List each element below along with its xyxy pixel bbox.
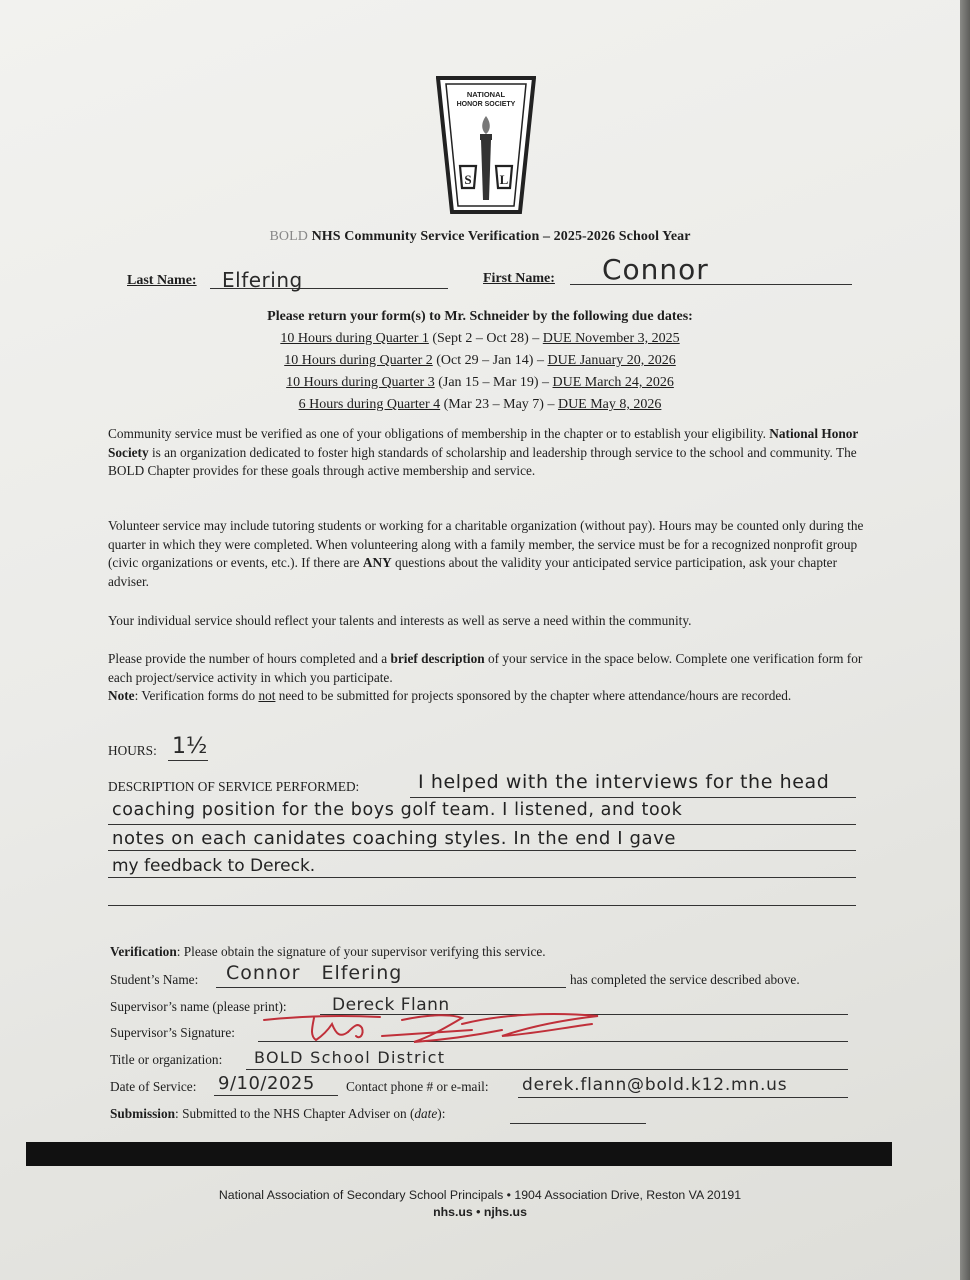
title-org-label: Title or organization: <box>110 1052 223 1067</box>
last-name-field[interactable]: Elfering <box>222 268 303 292</box>
submission-date-line[interactable] <box>510 1123 646 1124</box>
student-name-line <box>216 987 566 988</box>
verification-instructions: Verification: Please obtain the signature of your supervisor verifying this service. <box>110 944 546 959</box>
paragraph-obligations: Community service must be verified as one of your obligations of membership in the chapter or to establish your eligibility. National Honor Society is an organization dedicated to foster high standards of scholarship and leadership through service to the school and community. The BOLD Chapter provides for these goals through active membership and service. <box>108 426 859 478</box>
due-date-q3: 10 Hours during Quarter 3 (Jan 15 – Mar 19) – DUE March 24, 2026 <box>286 375 674 390</box>
first-name-label: First Name: <box>483 271 555 286</box>
nhs-keystone-logo <box>436 76 536 216</box>
description-label: DESCRIPTION OF SERVICE PERFORMED: <box>108 779 360 794</box>
description-line-1 <box>410 797 856 798</box>
title-org-field[interactable]: BOLD School District <box>254 1048 446 1067</box>
title-prefix: BOLD <box>269 229 308 244</box>
hours-label: HOURS: <box>108 743 157 758</box>
paragraph-talents: Your individual service should reflect your talents and interests as well as serve a need within the community. <box>108 613 692 628</box>
footer-websites: nhs.us • njhs.us <box>433 1205 527 1219</box>
background-edge <box>960 0 970 1280</box>
first-name-field[interactable]: Connor <box>602 253 709 286</box>
submission-instructions: Submission: Submitted to the NHS Chapter Adviser on (date): <box>110 1106 446 1121</box>
contact-label: Contact phone # or e-mail: <box>346 1079 489 1094</box>
hours-field[interactable]: 1½ <box>172 734 208 759</box>
contact-field[interactable]: derek.flann@bold.k12.mn.us <box>522 1075 788 1095</box>
contact-line <box>518 1097 848 1098</box>
due-date-q4: 6 Hours during Quarter 4 (Mar 23 – May 7) – DUE May 8, 2026 <box>298 397 662 412</box>
paragraph-instructions: Please provide the number of hours completed and a brief description of your service in the space below. Complete one verification form for each project/service activity in which you participate. Note: Verification forms do not need to be submitted for projects sponsored by the chapter where attendance/hours are recorded. <box>108 651 863 703</box>
description-line-4 <box>108 877 856 878</box>
date-of-service-label: Date of Service: <box>110 1079 197 1094</box>
logo-text-bottom: HONOR SOCIETY <box>456 101 516 108</box>
date-of-service-line <box>214 1095 338 1096</box>
supervisor-name-field[interactable]: Dereck Flann <box>332 995 450 1015</box>
title-org-line <box>246 1069 848 1070</box>
description-line-3 <box>108 850 856 851</box>
footer-address: National Association of Secondary School Principals • 1904 Association Drive, Reston VA 20191 <box>218 1188 742 1202</box>
completed-statement: has completed the service described above. <box>570 972 800 987</box>
title-rest: NHS Community Service Verification – 2025-2026 School Year <box>307 229 691 244</box>
divider-bar <box>26 1142 892 1166</box>
hours-line <box>168 760 208 761</box>
description-text-3[interactable]: notes on each canidates coaching styles. In the end I gave <box>112 828 677 849</box>
paragraph-volunteer: Volunteer service may include tutoring students or working for a charitable organization (without pay). Hours may be counted only during the quarter in which they were completed. When volunteering along with a family member, the service must be for a recognized nonprofit group (civic organizations or events, etc.). If there are ANY questions about the validity your anticipated service participation, ask your chapter adviser. <box>108 518 864 589</box>
supervisor-signature-drawing[interactable] <box>262 1006 602 1048</box>
due-dates-header: Please return your form(s) to Mr. Schneider by the following due dates: <box>267 309 693 324</box>
due-date-q1: 10 Hours during Quarter 1 (Sept 2 – Oct 28) – DUE November 3, 2025 <box>280 331 680 346</box>
description-text-2[interactable]: coaching position for the boys golf team. I listened, and took <box>112 800 683 820</box>
logo-letter-left: S <box>464 172 472 187</box>
form-title <box>0 229 960 245</box>
student-name-field[interactable]: Connor Elfering <box>226 962 403 984</box>
logo-text-top: NATIONAL <box>466 90 506 99</box>
description-text-4[interactable]: my feedback to Dereck. <box>112 856 316 876</box>
last-name-label: Last Name: <box>127 273 197 288</box>
due-date-q2: 10 Hours during Quarter 2 (Oct 29 – Jan 14) – DUE January 20, 2026 <box>284 353 676 368</box>
logo-letter-right: L <box>499 172 509 187</box>
description-line-2 <box>108 824 856 825</box>
supervisor-name-label: Supervisor’s name (please print): <box>110 999 287 1014</box>
description-text-1[interactable]: I helped with the interviews for the head <box>418 771 830 793</box>
supervisor-signature-label: Supervisor’s Signature: <box>110 1025 235 1040</box>
date-of-service-field[interactable]: 9/10/2025 <box>218 1073 315 1094</box>
student-name-label: Student’s Name: <box>110 972 199 987</box>
description-line-5 <box>108 905 856 906</box>
